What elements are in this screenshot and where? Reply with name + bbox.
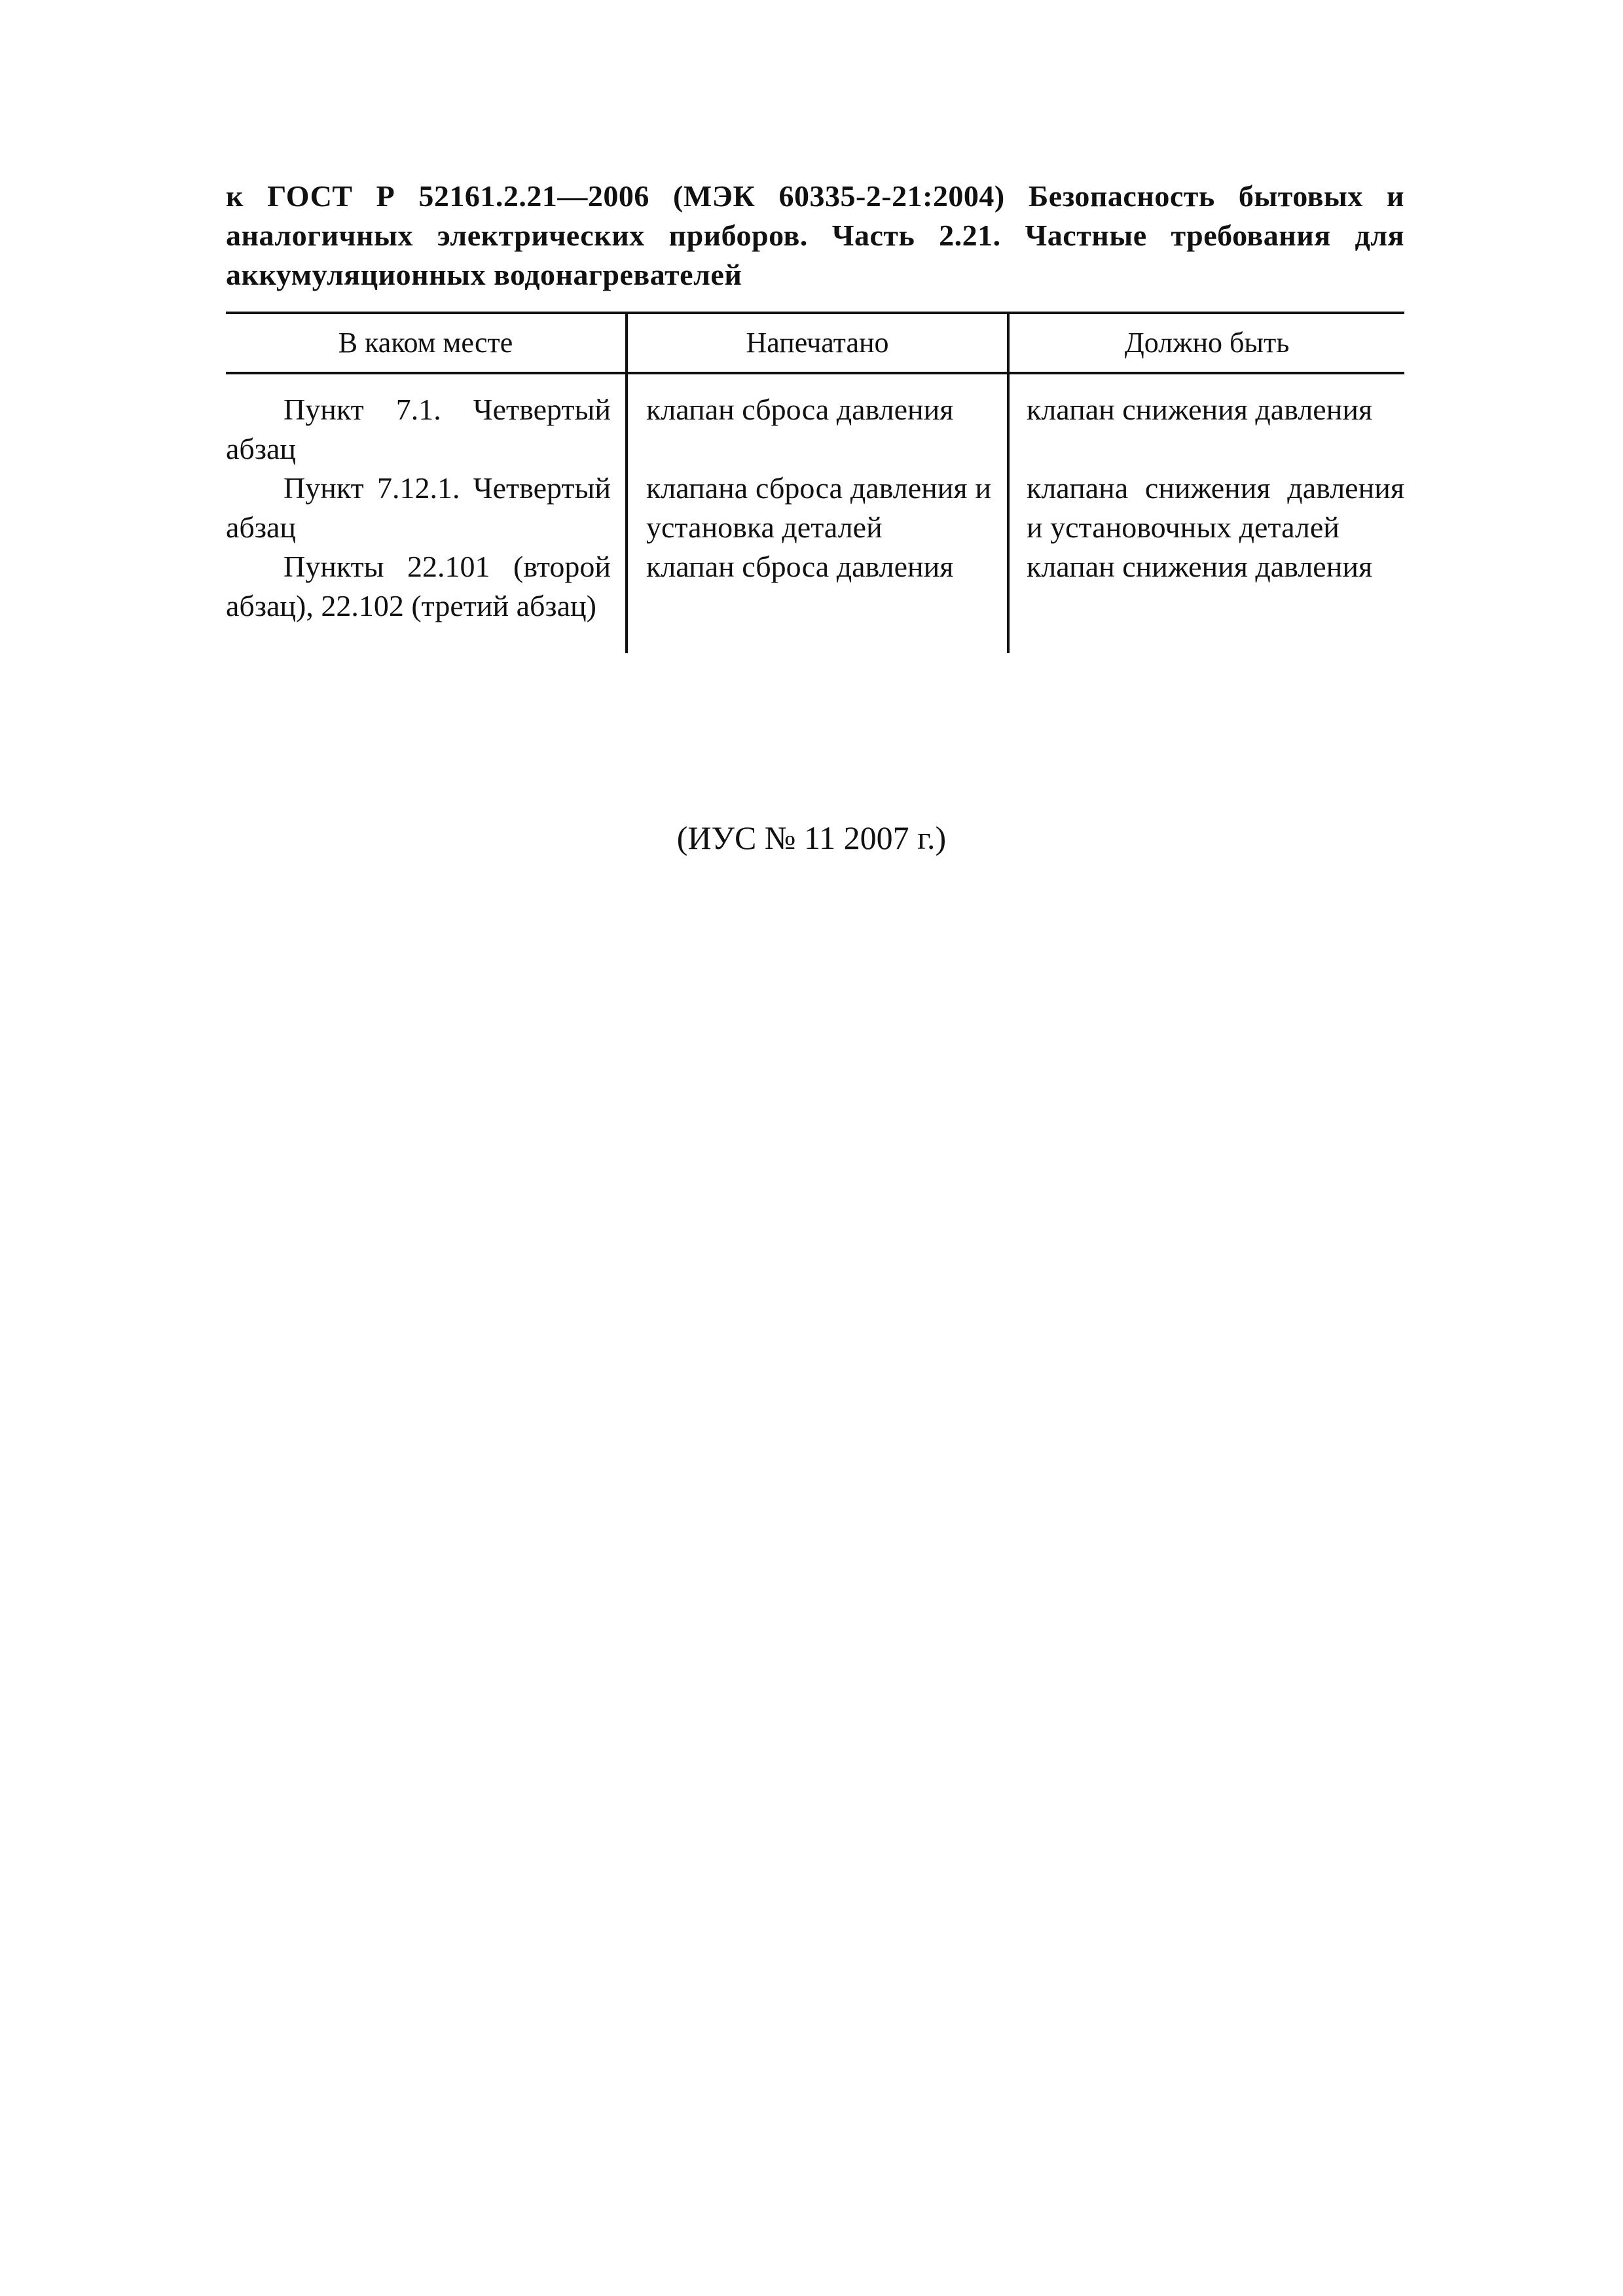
cell-location: Пункты 22.101 (второй абзац), 22.102 (третий абзац) (226, 550, 611, 622)
column-header-location: В каком месте (226, 313, 627, 373)
source-note: (ИУС № 11 2007 г.) (676, 819, 947, 856)
document-page (226, 177, 1404, 653)
cell-should-be: клапан снижения давления (1008, 373, 1404, 469)
table-row (226, 373, 1404, 469)
cell-location: Пункт 7.1. Четвертый абзац (226, 393, 611, 465)
table-row (226, 547, 1404, 653)
cell-should-be: клапана снижения давления и установочных деталей (1008, 469, 1404, 547)
table-header-row (226, 313, 1404, 373)
document-heading: к ГОСТ Р 52161.2.21—2006 (МЭК 60335-2-21:2004) Безопасность бытовых и аналогичных электрических приборов. Часть 2.21. Частные требования для аккумуляционных водонагревателей (226, 179, 1404, 291)
cell-printed: клапан сброса давления (627, 373, 1008, 469)
column-header-should-be: Должно быть (1008, 313, 1404, 373)
corrections-table (226, 312, 1404, 653)
table-row (226, 469, 1404, 547)
cell-printed: клапан сброса давления (627, 547, 1008, 653)
cell-printed: клапана сброса давления и установка деталей (627, 469, 1008, 547)
cell-should-be: клапан снижения давления (1008, 547, 1404, 653)
column-header-printed: Напечатано (627, 313, 1008, 373)
cell-location: Пункт 7.12.1. Четвертый абзац (226, 471, 611, 544)
